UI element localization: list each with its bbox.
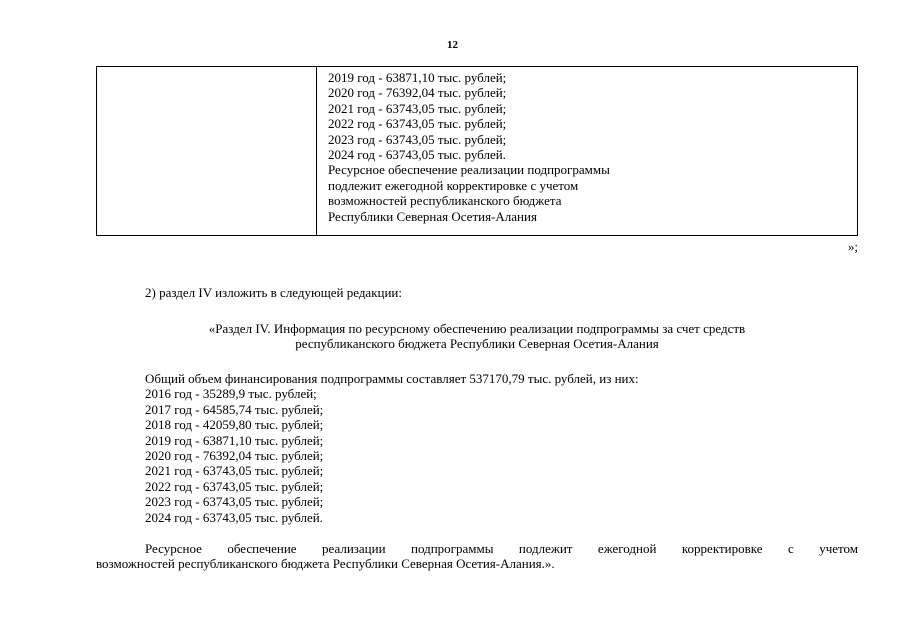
final-paragraph: [96, 541, 858, 572]
year-line: 2019 год - 63871,10 тыс. рублей;: [145, 432, 324, 448]
section-title-line-2: республиканского бюджета Республики Северная Осетия-Алания: [295, 336, 659, 352]
body-text: [145, 371, 858, 525]
year-line: 2024 год - 63743,05 тыс. рублей.: [145, 509, 323, 525]
year-line: 2023 год - 63743,05 тыс. рублей;: [145, 494, 324, 510]
year-line: 2018 год - 42059,80 тыс. рублей;: [145, 417, 324, 433]
year-line: 2021 год - 63743,05 тыс. рублей;: [145, 463, 324, 479]
funding-table: [96, 66, 858, 236]
closing-quote: »;: [847, 239, 858, 254]
table-line: возможностей республиканского бюджета: [328, 193, 562, 209]
final-line-1: Ресурсное обеспечение реализации подпрограммы подлежит ежегодной корректировке с учетом: [145, 541, 858, 556]
table-right-cell: [328, 70, 851, 224]
table-line: подлежит ежегодной корректировке с учетом: [328, 177, 579, 193]
year-line: 2022 год - 63743,05 тыс. рублей;: [145, 478, 324, 494]
item-2-paragraph: 2) раздел IV изложить в следующей редакции:: [145, 285, 402, 300]
table-line: 2024 год - 63743,05 тыс. рублей.: [328, 147, 506, 163]
page-number: 12: [447, 39, 458, 51]
section-title: [96, 321, 858, 352]
table-line: 2021 год - 63743,05 тыс. рублей;: [328, 100, 507, 116]
table-line: Ресурсное обеспечение реализации подпрограммы: [328, 162, 610, 178]
table-left-cell: [97, 67, 317, 235]
table-line: 2019 год - 63871,10 тыс. рублей;: [328, 70, 507, 85]
table-line: 2023 год - 63743,05 тыс. рублей;: [328, 131, 507, 147]
year-line: 2020 год - 76392,04 тыс. рублей;: [145, 448, 324, 464]
funding-intro: Общий объем финансирования подпрограммы составляет 537170,79 тыс. рублей, из них:: [145, 371, 639, 386]
year-line: 2017 год - 64585,74 тыс. рублей;: [145, 401, 324, 417]
section-title-line-1: «Раздел IV. Информация по ресурсному обеспечению реализации подпрограммы за счет средств: [208, 321, 746, 336]
year-line: 2016 год - 35289,9 тыс. рублей;: [145, 386, 317, 402]
final-line-2: возможностей республиканского бюджета Республики Северная Осетия-Алания.».: [96, 556, 555, 572]
table-line: Республики Северная Осетия-Алания: [328, 208, 537, 224]
table-line: 2022 год - 63743,05 тыс. рублей;: [328, 116, 507, 132]
table-line: 2020 год - 76392,04 тыс. рублей;: [328, 85, 507, 101]
